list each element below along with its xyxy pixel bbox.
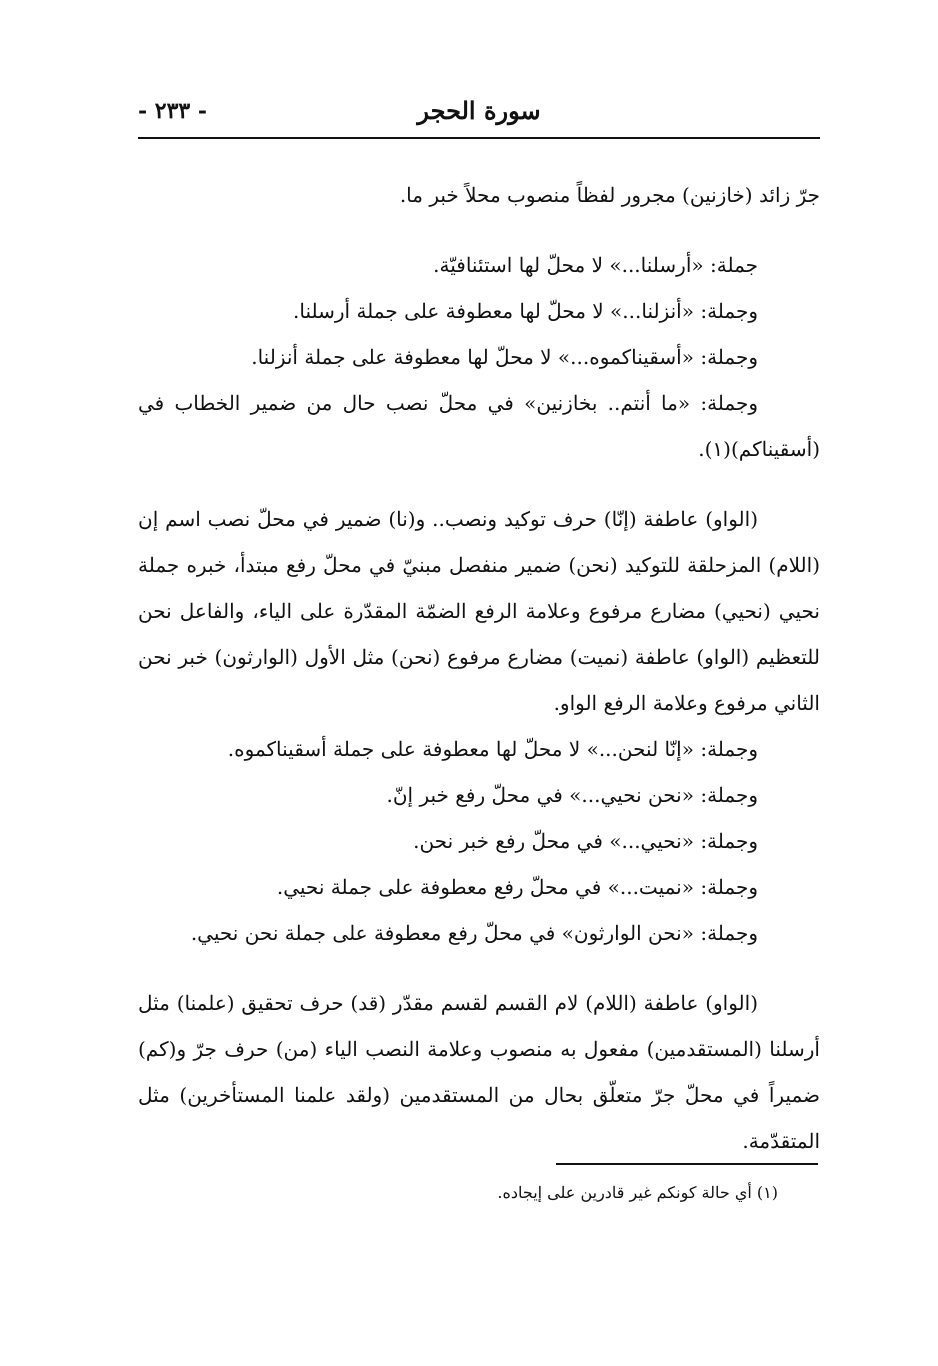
- sentence-line: وجملة: «نحن نحيي...» في محلّ رفع خبر إنّ.: [386, 783, 758, 807]
- sentence-line: وجملة: «إنّا لنحن...» لا محلّ لها معطوفة على جملة أسقيناكموه.: [227, 737, 758, 761]
- sentence-line: وجملة: «نميت...» في محلّ رفع معطوفة على جملة نحيي.: [276, 875, 758, 899]
- page-body: [138, 172, 820, 1164]
- spacer: [138, 956, 820, 980]
- sentence-line: وجملة: «أسقيناكموه...» لا محلّ لها معطوفة على جملة أنزلنا.: [251, 345, 758, 369]
- footnote: (١) أي حالة كونكم غير قادرين على إيجاده.: [497, 1183, 778, 1202]
- page-number: - ٢٣٣ -: [138, 98, 208, 124]
- sentence-line: وجملة: «نحيي...» في محلّ رفع خبر نحن.: [413, 829, 758, 853]
- spacer: [138, 472, 820, 496]
- footnote-rule: [556, 1163, 818, 1165]
- page-header: [138, 96, 820, 136]
- paragraph-2: (الواو) عاطفة (إنّا) حرف توكيد ونصب.. و(نا) ضمير في محلّ نصب اسم إن (اللام) المزحلقة للتوكيد (نحن) ضمير منفصل مبنيّ في محلّ رفع مبتدأ، خبره جملة نحيي (نحيي) مضارع مرفوع وعلامة الرفع الضمّة المقدّرة على الياء، والفاعل نحن للتعظيم (الواو) عاطفة (نميت) مضارع مرفوع (نحن) مثل الأول (الوارثون) خبر نحن الثاني مرفوع وعلامة الرفع الواو.: [138, 507, 820, 715]
- header-rule: [138, 137, 820, 139]
- running-title: سورة الحجر: [417, 96, 541, 125]
- sentence-line: وجملة: «نحن الوارثون» في محلّ رفع معطوفة على جملة نحن نحيي.: [190, 921, 758, 945]
- spacer: [138, 218, 820, 242]
- paragraph-3: (الواو) عاطفة (اللام) لام القسم لقسم مقدّر (قد) حرف تحقيق (علمنا) مثل أرسلنا (المستقدمين) مفعول به منصوب وعلامة النصب الياء (من) حرف جرّ و(كم) ضميراً في محلّ جرّ متعلّق بحال من المستقدمين (ولقد علمنا المستأخرين) مثل المتقدّمة.: [138, 991, 820, 1153]
- sentence-line: وجملة: «أنزلنا...» لا محلّ لها معطوفة على جملة أرسلنا.: [293, 299, 758, 323]
- sentence-line: جملة: «أرسلنا...» لا محلّ لها استئنافيّة.: [433, 253, 758, 277]
- sentence-line: وجملة: «ما أنتم.. بخازنين» في محلّ نصب حال من ضمير الخطاب في (أسقيناكم)(١).: [138, 391, 820, 461]
- paragraph-1: جرّ زائد (خازنين) مجرور لفظاً منصوب محلاً خبر ما.: [399, 183, 820, 207]
